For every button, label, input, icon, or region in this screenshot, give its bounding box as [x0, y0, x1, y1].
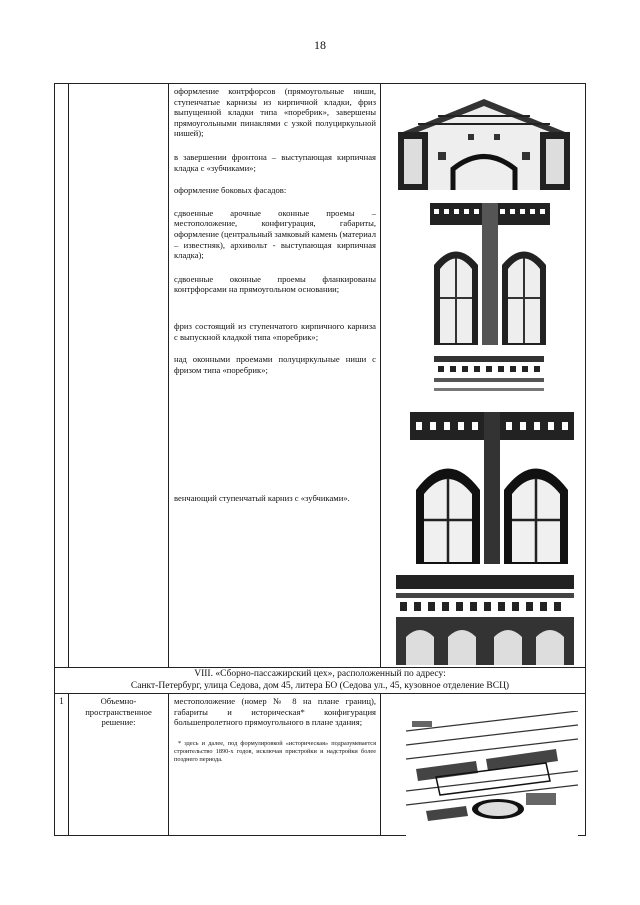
footnote-text: * здесь и далее, под формулировкой «историческая» подразумевается строительство 1890-х годов, исключая пристройки и надстройки более позднего периода. [174, 739, 376, 764]
row-number-cell: 1 [55, 694, 69, 836]
list-item: сдвоенные арочные оконные проемы – местоположение, конфигурация, габариты, оформление (центральный замковый камень (материал – известняк), архивольт - выступающая кирпичная кладка); [174, 207, 376, 261]
description-text: местоположение (номер № 8 на плане границ), габариты и историческая* конфигурация большепролетного прямоугольного в плане здания; [174, 696, 376, 728]
section-title: VIII. «Сборно-пассажирский цех», расположенный по адресу: [194, 669, 446, 679]
cornice-photo [434, 352, 544, 398]
list-item: над оконными проемами полуциркульные ниши с фризом типа «поребрик»; [174, 354, 376, 375]
side-facade-photo [430, 203, 550, 345]
facade-gable-photo [398, 94, 570, 190]
description-cell [169, 694, 381, 836]
description-cell [169, 84, 381, 668]
row-label-cell [69, 84, 169, 668]
section-address: Санкт-Петербург, улица Седова, дом 45, литера БО (Седова ул., 45, кузовное отделение ВСЦ) [130, 680, 510, 691]
list-item: оформление контрфорсов (прямоугольные ниши, ступенчатые карнизы из кирпичной кладки, фриз выпущенной кладки типа «поребрик», завершены прямоугольными пинаклями с узкой полуциркульной нишей); [174, 86, 376, 139]
row-label-cell: Объемно-пространственное решение: [69, 694, 169, 836]
list-item: венчающий ступенчатый карниз с «зубчиками». [174, 493, 350, 504]
list-item: в завершении фронтона – выступающая кирпичная кладка с «зубчиками»; [174, 151, 376, 173]
site-plan-photo [406, 711, 578, 837]
list-item: фриз состоящий из ступенчатого кирпичного карниза с выпускной кладкой типа «поребрик»; [174, 320, 376, 342]
row-number-cell [55, 84, 69, 668]
list-item: сдвоенные оконные проемы фланкированы контрфорсами на прямоугольном основании; [174, 273, 376, 295]
section-header-row [55, 668, 586, 694]
crowning-cornice-photo [396, 575, 574, 665]
page-number: 18 [314, 38, 326, 52]
arched-windows-photo [410, 412, 574, 564]
section-header-cell [55, 668, 586, 694]
list-item: оформление боковых фасадов: [174, 185, 287, 196]
